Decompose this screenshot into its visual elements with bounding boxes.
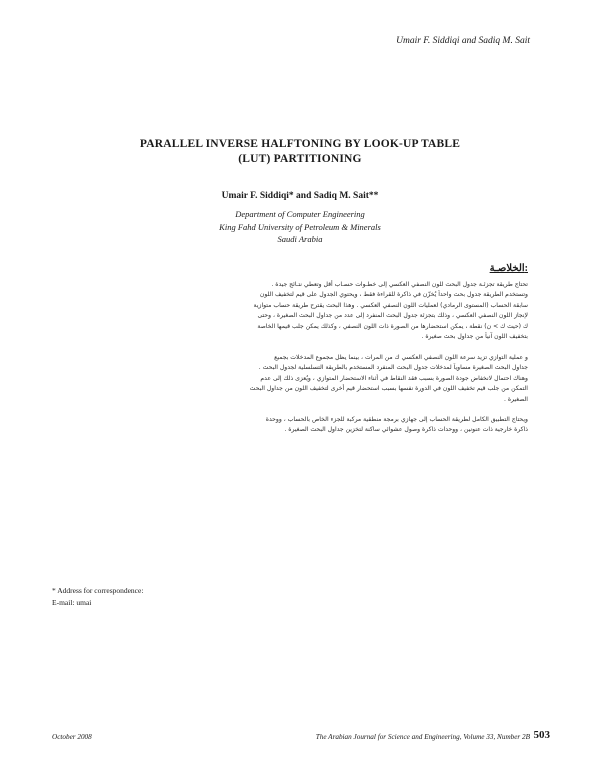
abstract-line: ذاكرة خارجية ذات عنونين ، ووحدات ذاكرة وصول عشوائي ساكنة لتخزين جداول البحث الصغيرة . — [284, 426, 528, 434]
footer-journal: The Arabian Journal for Science and Engineering, Volume 33, Number 2B — [315, 733, 530, 741]
page-number: 503 — [533, 729, 550, 741]
title-line-2: (LUT) PARTITIONING — [238, 153, 362, 165]
arabic-abstract-paragraph-3 — [124, 415, 528, 436]
abstract-line: جداول البحث الصغيرة مساوياً لمدخلات جدول البحث المنفرد المستخدم بالطريقة التسلسلية لجدول البحث . — [258, 364, 528, 372]
title-line-1: PARALLEL INVERSE HALFTONING BY LOOK-UP TABLE — [139, 138, 461, 150]
abstract-line: ك (حيث ك > ن) نقطة ، يمكن استحضارها من الصورة ذات اللون النصفي ، وكذلك يمكن جلب قيمها الخاصة — [257, 322, 528, 330]
country: Saudi Arabia — [277, 234, 323, 244]
footnote-address: * Address for correspondence: — [52, 586, 144, 595]
abstract-line: لإنجاز اللون النصفي العكسي ، وذلك بتجزئة جدول البحث المنفرد إلى عدد من جداول البحث الصغيرة ، وحتى — [257, 312, 528, 320]
footer-date: October 2008 — [52, 733, 92, 741]
abstract-line: بتخفيف اللون آنياً من جداول بحث صغيرة . — [421, 333, 528, 341]
abstract-line: وتستخدم الطريقة جدول بحث واحداً يُخزّن في ذاكرة للقراءة فقط ، ويحتوي الجدول على قيم لتخفيف اللون — [259, 291, 528, 299]
affiliation — [0, 208, 600, 246]
authors: Umair F. Siddiqi* and Sadiq M. Sait** — [221, 191, 379, 201]
abstract-line: التمكن من جلب قيم تخفيف اللون في الدورة نفسها بسبب استحضار قيم أخرى لتخفيف اللون من جداول البحث — [249, 385, 528, 393]
arabic-abstract-paragraph-2 — [124, 353, 528, 405]
department: Department of Computer Engineering — [235, 209, 365, 219]
abstract-line: وهناك احتمال لانخفاض جودة الصورة بسبب فقد النقاط في أثناء الاستحضار المتوازي ، ويُعزى ذلك إلى عدم — [260, 374, 528, 382]
abstract-line: تحتاج طريقة تجزئـة جدول البحث للون النصفي العكسي إلى خطـوات حسـاب أقل وتعطي نتـائج جيدة . — [271, 281, 528, 288]
footnote-email: E-mail: umai — [52, 598, 92, 607]
paper-title — [0, 137, 600, 167]
arabic-abstract-paragraph-1 — [124, 280, 528, 342]
arabic-abstract-heading: الخلاصـة: — [489, 263, 528, 274]
abstract-line: ويحتاج التطبيق الكامل لطريقة الحساب إلى جهازي برمجة منطقية مركبة للجزء الخاص بالحساب ، ووحدة — [265, 416, 528, 423]
abstract-line: سابقة الحساب (المستوى الرمادي) لعمليات اللون النصفي العكسي . وهذا البحث يقترح طريقة حساب متوازية — [253, 301, 528, 309]
running-head: Umair F. Siddiqi and Sadiq M. Sait — [396, 36, 530, 46]
correspondence-footnote — [52, 585, 143, 609]
university: King Fahd University of Petroleum & Minerals — [219, 221, 381, 232]
abstract-line: الصغيرة . — [503, 395, 528, 403]
abstract-line: و عملية التوازي تزيد سرعة اللون النصفي العكسي ك من المرات ، بينما يظل مجموع المدخلات بجميع — [274, 354, 528, 361]
